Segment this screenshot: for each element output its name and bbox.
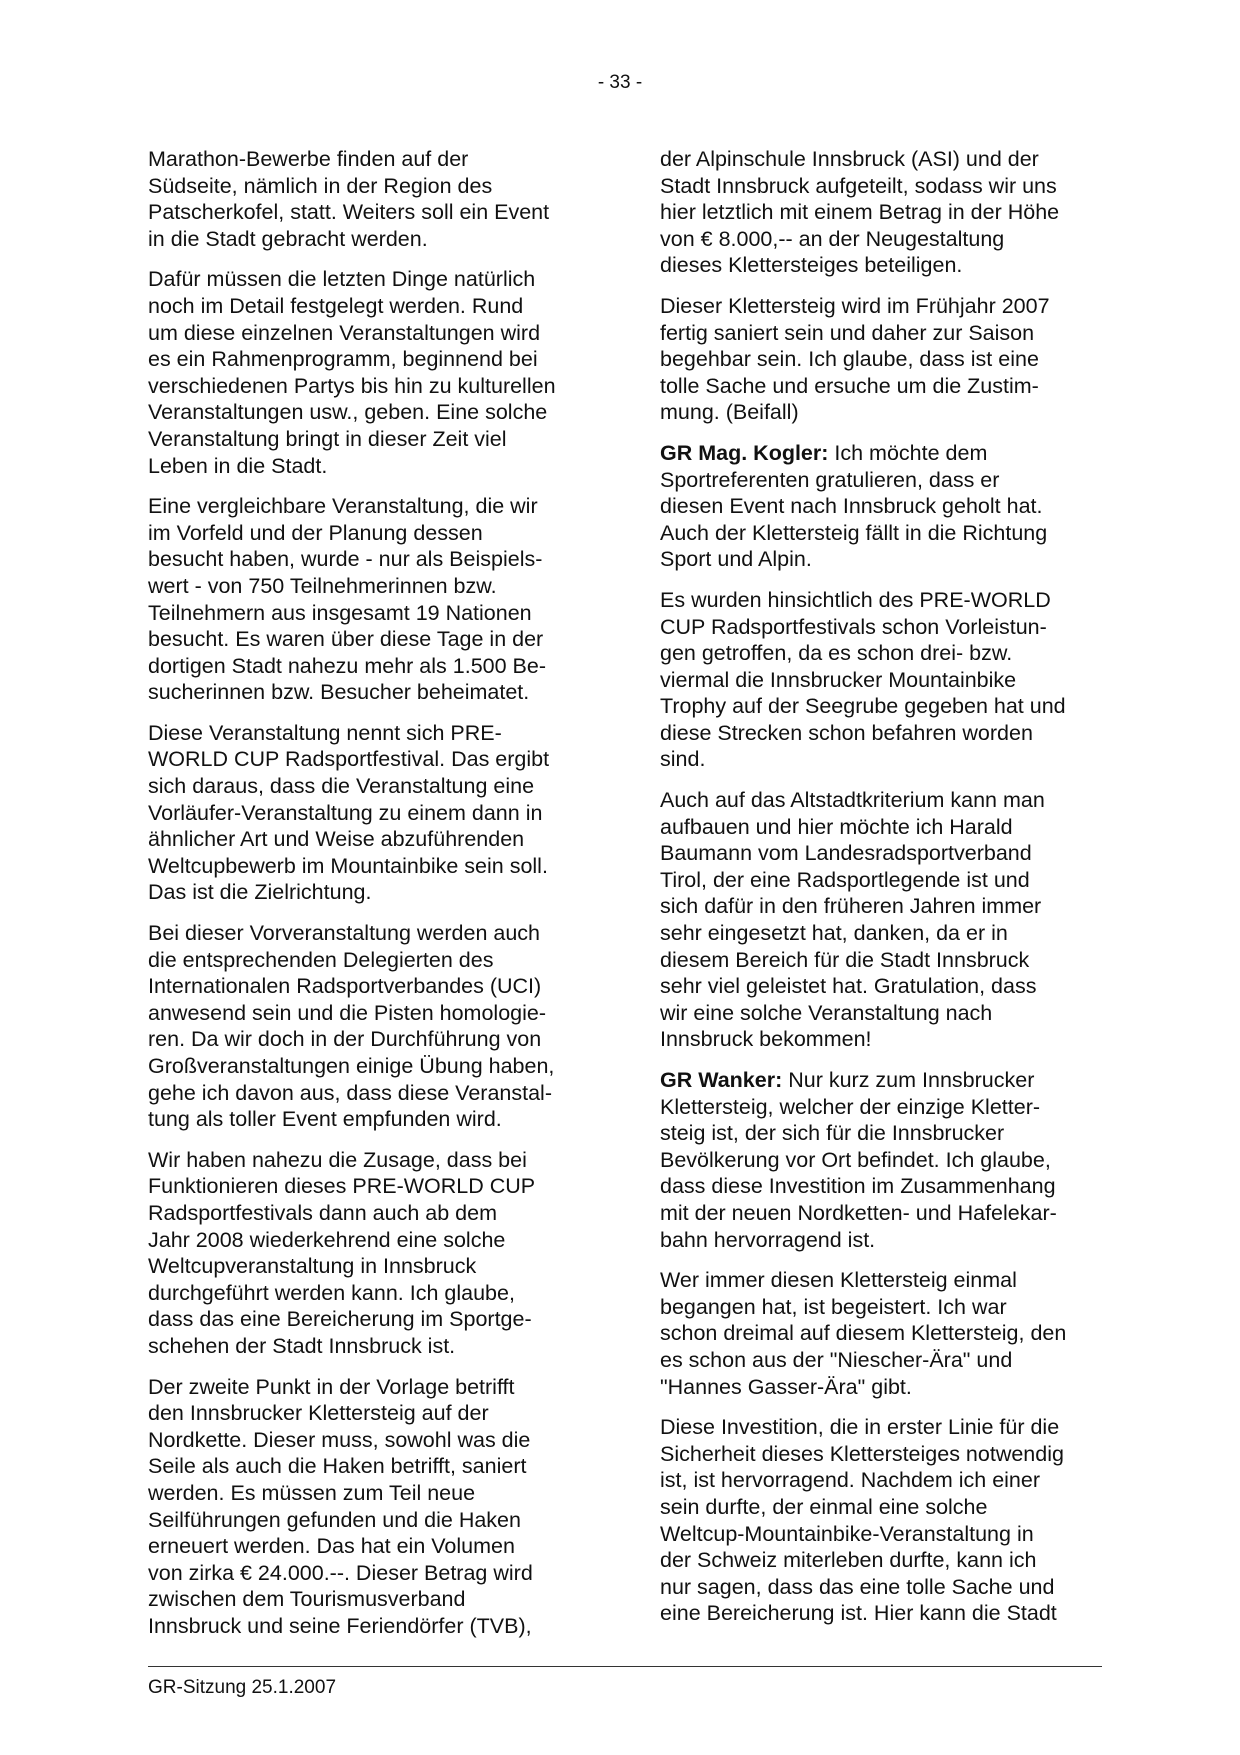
paragraph <box>660 146 1110 279</box>
text-line: noch im Detail festgelegt werden. Rund <box>148 293 524 318</box>
text-line: hier letztlich mit einem Betrag in der Höhe <box>660 200 1060 225</box>
paragraph <box>660 1067 1110 1253</box>
text-line: Diese Veranstaltung nennt sich PRE- <box>148 720 502 745</box>
text-line: von zirka € 24.000.--. Dieser Betrag wird <box>148 1560 533 1585</box>
text-line: sucherinnen bzw. Besucher beheimatet. <box>148 680 530 705</box>
text-line: Auch der Klettersteig fällt in die Richtung <box>660 520 1048 545</box>
paragraph <box>148 493 588 706</box>
text-line: zwischen dem Tourismusverband <box>148 1587 466 1612</box>
text-line: Südseite, nämlich in der Region des <box>148 173 493 198</box>
text-line: Diese Investition, die in erster Linie für die <box>660 1415 1060 1440</box>
text-line: Seile als auch die Haken betrifft, saniert <box>148 1454 527 1479</box>
text-line: aufbauen und hier möchte ich Harald <box>660 814 1013 839</box>
text-line: sich daraus, dass die Veranstaltung eine <box>148 774 535 799</box>
text-line: Auch auf das Altstadtkriterium kann man <box>660 788 1045 813</box>
text-line: sein durfte, der einmal eine solche <box>660 1494 988 1519</box>
text-line: sehr eingesetzt hat, danken, da er in <box>660 921 1008 946</box>
text-line: besucht haben, wurde - nur als Beispiels- <box>148 547 543 572</box>
text-line: Marathon-Bewerbe finden auf der <box>148 147 469 171</box>
text-line: diesem Bereich für die Stadt Innsbruck <box>660 947 1030 972</box>
text-line <box>660 1067 1110 1094</box>
text-line: Veranstaltungen usw., geben. Eine solche <box>148 400 548 425</box>
speaker-name: GR Mag. Kogler: <box>660 440 829 465</box>
text-line: Das ist die Zielrichtung. <box>148 880 372 905</box>
text-fragment: Ich möchte dem <box>828 440 988 465</box>
text-line <box>660 440 1110 467</box>
text-line: mit der neuen Nordketten- und Hafelekar- <box>660 1200 1057 1225</box>
text-line: fertig saniert sein und daher zur Saison <box>660 320 1035 345</box>
text-line: um diese einzelnen Veranstaltungen wird <box>148 320 541 345</box>
text-line: Sportreferenten gratulieren, dass er <box>660 467 1000 492</box>
text-line: Weltcup-Mountainbike-Veranstaltung in <box>660 1521 1034 1546</box>
text-line: Stadt Innsbruck aufgeteilt, sodass wir uns <box>660 173 1057 198</box>
left-column <box>148 146 588 1653</box>
text-line: dieses Klettersteiges beteiligen. <box>660 253 963 278</box>
text-line: die entsprechenden Delegierten des <box>148 947 494 972</box>
text-line: Jahr 2008 wiederkehrend eine solche <box>148 1227 506 1252</box>
text-line: wir eine solche Veranstaltung nach <box>660 1000 993 1025</box>
text-line: schehen der Stadt Innsbruck ist. <box>148 1333 456 1358</box>
text-line: begangen hat, ist begeistert. Ich war <box>660 1294 1007 1319</box>
text-line: Teilnehmern aus insgesamt 19 Nationen <box>148 600 532 625</box>
paragraph <box>660 587 1110 773</box>
text-line: steig ist, der sich für die Innsbrucker <box>660 1121 1005 1146</box>
text-line: dortigen Stadt nahezu mehr als 1.500 Be- <box>148 653 547 678</box>
paragraph <box>660 1267 1110 1400</box>
paragraph <box>660 440 1110 573</box>
text-line: diese Strecken schon befahren worden <box>660 720 1033 745</box>
text-line: Dafür müssen die letzten Dinge natürlich <box>148 267 536 292</box>
text-line: nur sagen, dass das eine tolle Sache und <box>660 1574 1055 1599</box>
speaker-name: GR Wanker: <box>660 1068 783 1092</box>
text-line: dass das eine Bereicherung im Sportge- <box>148 1307 532 1332</box>
text-line: der Alpinschule Innsbruck (ASI) und der <box>660 147 1039 171</box>
text-line: Vorläufer-Veranstaltung zu einem dann in <box>148 800 543 825</box>
text-line: schon dreimal auf diesem Klettersteig, den <box>660 1321 1067 1346</box>
text-line: von € 8.000,-- an der Neugestaltung <box>660 226 1005 251</box>
text-line: der Schweiz miterleben durfte, kann ich <box>660 1548 1037 1573</box>
text-line: Weltcupbewerb im Mountainbike sein soll. <box>148 853 548 878</box>
text-line: ist, ist hervorragend. Nachdem ich einer <box>660 1468 1041 1493</box>
text-line: verschiedenen Partys bis hin zu kulturellen <box>148 373 556 398</box>
text-line: Bei dieser Vorveranstaltung werden auch <box>148 921 541 946</box>
text-line: wert - von 750 Teilnehmerinnen bzw. <box>148 573 497 598</box>
text-line: ähnlicher Art und Weise abzuführenden <box>148 827 525 852</box>
text-line: Großveranstaltungen einige Übung haben, <box>148 1054 555 1078</box>
text-line: Veranstaltung bringt in dieser Zeit viel <box>148 426 507 451</box>
paragraph <box>148 1374 588 1640</box>
text-line: erneuert werden. Das hat ein Volumen <box>148 1534 515 1559</box>
right-column <box>660 146 1110 1641</box>
page-number: - 33 - <box>597 72 643 93</box>
text-line: mung. (Beifall) <box>660 400 799 425</box>
text-fragment: Nur kurz zum Innsbrucker <box>782 1068 1035 1092</box>
text-line: Sicherheit dieses Klettersteiges notwendig <box>660 1441 1064 1466</box>
text-line: den Innsbrucker Klettersteig auf der <box>148 1401 489 1426</box>
paragraph <box>148 920 588 1133</box>
paragraph <box>660 1414 1110 1627</box>
text-line: gen getroffen, da es schon drei- bzw. <box>660 641 1013 666</box>
text-line: Bevölkerung vor Ort befindet. Ich glaube, <box>660 1147 1051 1172</box>
text-line: "Hannes Gasser-Ära" gibt. <box>660 1374 912 1399</box>
text-line: besucht. Es waren über diese Tage in der <box>148 627 544 652</box>
paragraph <box>660 293 1110 426</box>
text-line: eine Bereicherung ist. Hier kann die Stadt <box>660 1601 1057 1626</box>
paragraph <box>148 720 588 906</box>
text-line: tung als toller Event empfunden wird. <box>148 1107 502 1132</box>
text-line: Der zweite Punkt in der Vorlage betrifft <box>148 1374 515 1399</box>
text-line: Es wurden hinsichtlich des PRE-WORLD <box>660 587 1051 612</box>
text-line: Sport und Alpin. <box>660 547 812 572</box>
text-line: Innsbruck bekommen! <box>660 1027 872 1052</box>
text-line: sich dafür in den früheren Jahren immer <box>660 894 1042 919</box>
text-line: Wir haben nahezu die Zusage, dass bei <box>148 1147 527 1172</box>
text-line: tolle Sache und ersuche um die Zustim- <box>660 373 1039 398</box>
text-line: es schon aus der "Niescher-Ära" und <box>660 1347 1013 1372</box>
text-line: Patscherkofel, statt. Weiters soll ein Event <box>148 200 550 225</box>
text-line: diesen Event nach Innsbruck geholt hat. <box>660 494 1043 519</box>
text-line: Nordkette. Dieser muss, sowohl was die <box>148 1427 531 1452</box>
footer-text: GR-Sitzung 25.1.2007 <box>148 1677 337 1698</box>
paragraph <box>148 1147 588 1360</box>
text-line: Radsportfestivals dann auch ab dem <box>148 1200 497 1225</box>
text-line: durchgeführt werden kann. Ich glaube, <box>148 1280 515 1305</box>
text-line: anwesend sein und die Pisten homologie- <box>148 1000 547 1025</box>
text-line: ren. Da wir doch in der Durchführung von <box>148 1027 542 1052</box>
text-line: viermal die Innsbrucker Mountainbike <box>660 667 1017 692</box>
footer-divider <box>148 1666 1102 1667</box>
text-line: dass diese Investition im Zusammenhang <box>660 1174 1056 1199</box>
text-line: Baumann vom Landesradsportverband <box>660 841 1032 866</box>
paragraph <box>148 146 588 252</box>
text-line: Seilführungen gefunden und die Haken <box>148 1507 521 1532</box>
text-line: Innsbruck und seine Feriendörfer (TVB), <box>148 1613 532 1638</box>
text-line: Leben in die Stadt. <box>148 453 328 478</box>
text-line: im Vorfeld und der Planung dessen <box>148 520 483 545</box>
text-line: es ein Rahmenprogramm, beginnend bei <box>148 347 538 372</box>
text-line: sind. <box>660 747 706 772</box>
text-line: begehbar sein. Ich glaube, dass ist eine <box>660 347 1039 372</box>
text-line: in die Stadt gebracht werden. <box>148 226 428 251</box>
text-line: Trophy auf der Seegrube gegeben hat und <box>660 694 1066 719</box>
paragraph <box>148 266 588 479</box>
text-line: CUP Radsportfestivals schon Vorleistun- <box>660 614 1047 639</box>
text-line: Internationalen Radsportverbandes (UCI) <box>148 974 542 999</box>
text-line: Wer immer diesen Klettersteig einmal <box>660 1268 1017 1293</box>
text-line: werden. Es müssen zum Teil neue <box>148 1480 476 1505</box>
text-line: bahn hervorragend ist. <box>660 1227 876 1252</box>
text-line: Tirol, der eine Radsportlegende ist und <box>660 867 1030 892</box>
text-line: WORLD CUP Radsportfestival. Das ergibt <box>148 747 550 772</box>
text-line: Dieser Klettersteig wird im Frühjahr 2007 <box>660 293 1050 318</box>
text-line: Funktionieren dieses PRE-WORLD CUP <box>148 1174 536 1199</box>
paragraph <box>660 787 1110 1053</box>
text-line: sehr viel geleistet hat. Gratulation, dass <box>660 974 1037 999</box>
text-line: Eine vergleichbare Veranstaltung, die wir <box>148 494 538 519</box>
text-line: Klettersteig, welcher der einzige Kletter- <box>660 1094 1041 1119</box>
text-line: gehe ich davon aus, dass diese Veranstal- <box>148 1080 552 1105</box>
text-line: Weltcupveranstaltung in Innsbruck <box>148 1254 477 1279</box>
